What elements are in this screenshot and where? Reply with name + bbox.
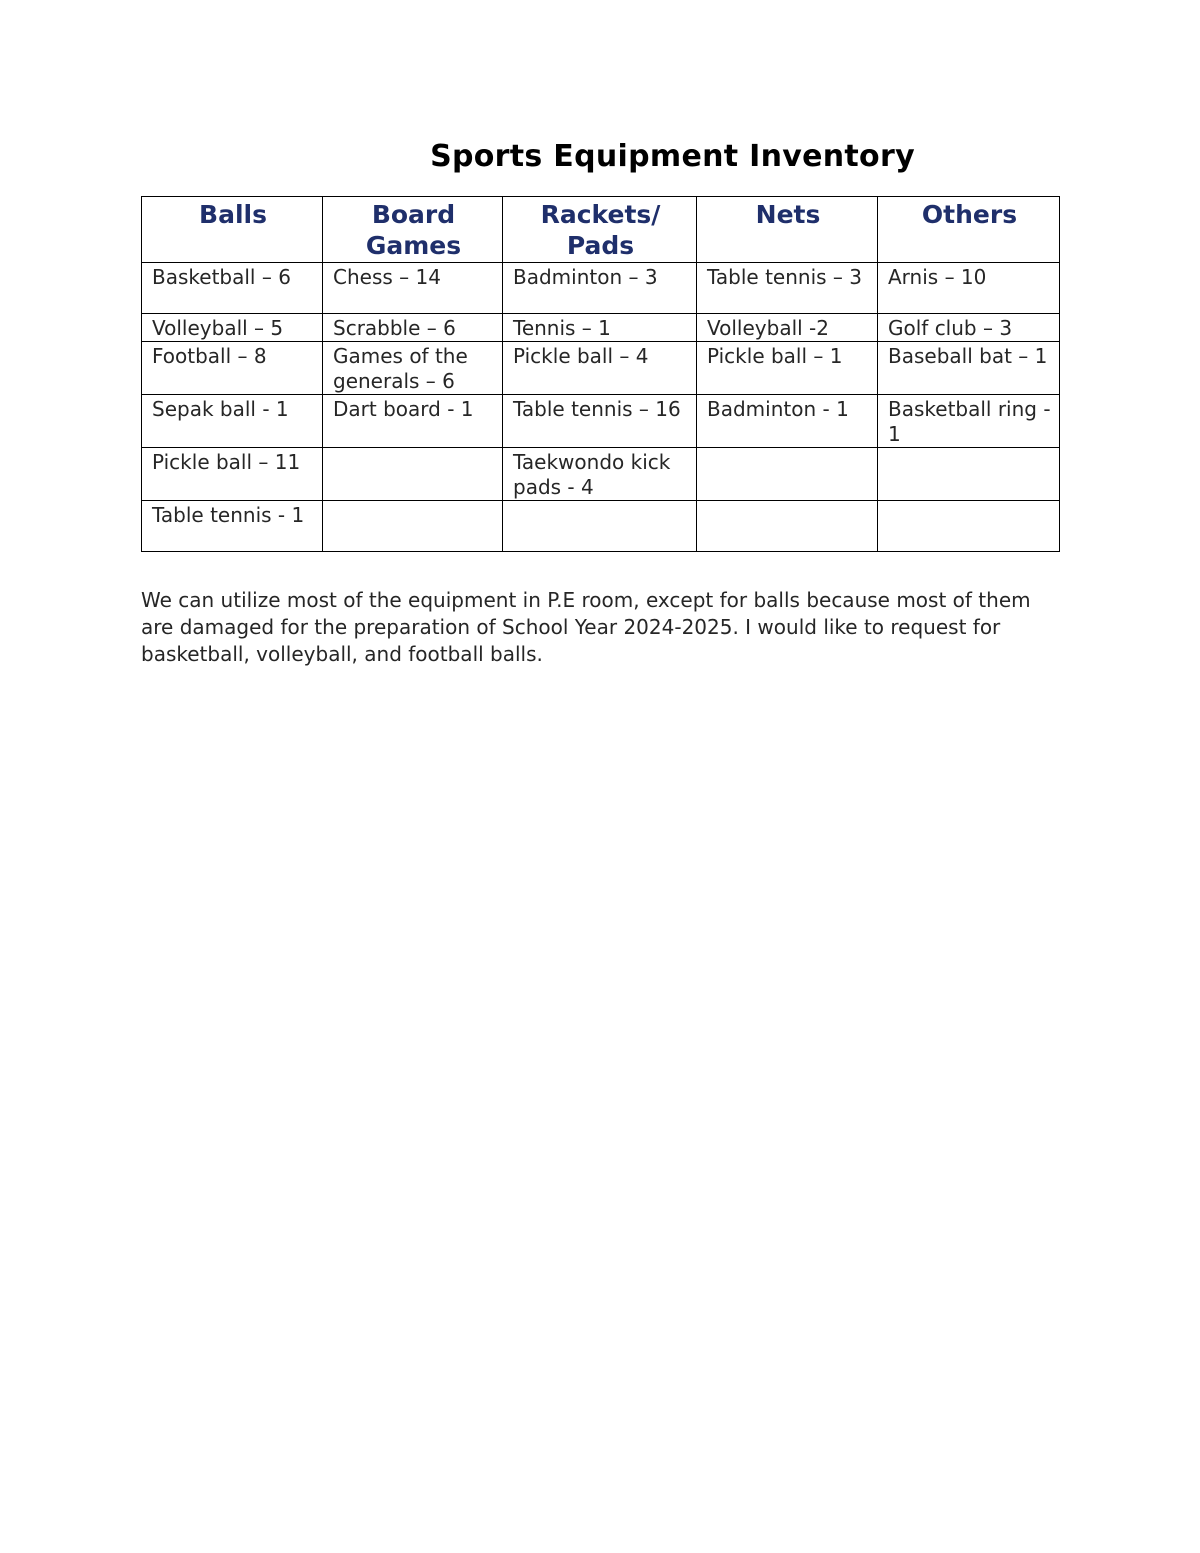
- table-cell: Basketball ring - 1: [878, 395, 1060, 448]
- table-cell: [878, 501, 1060, 552]
- table-cell: [503, 501, 697, 552]
- table-cell: Basketball – 6: [142, 263, 323, 314]
- table-cell: Baseball bat – 1: [878, 342, 1060, 395]
- table-cell: Football – 8: [142, 342, 323, 395]
- table-cell: [323, 501, 503, 552]
- table-cell: Sepak ball - 1: [142, 395, 323, 448]
- table-row: [142, 314, 1060, 342]
- table-cell: Arnis – 10: [878, 263, 1060, 314]
- table-header-row: [142, 197, 1060, 263]
- table-cell: [697, 501, 878, 552]
- header-board-games: Board Games: [323, 197, 503, 263]
- table-cell: Volleyball – 5: [142, 314, 323, 342]
- table-cell: [323, 448, 503, 501]
- table-row: [142, 263, 1060, 314]
- table-cell: Table tennis - 1: [142, 501, 323, 552]
- request-note: We can utilize most of the equipment in P.E room, except for balls because most of them are damaged for the preparation of School Year 2024-2025. I would like to request for basketball, volleyball, and football balls.: [141, 588, 1031, 666]
- table-row: [142, 342, 1060, 395]
- table-cell: [878, 448, 1060, 501]
- header-nets: Nets: [697, 197, 878, 263]
- page-title: Sports Equipment Inventory: [430, 139, 915, 174]
- table-cell: Tennis – 1: [503, 314, 697, 342]
- table-cell: Badminton - 1: [697, 395, 878, 448]
- inventory-table: [141, 196, 1060, 552]
- table-cell: Pickle ball – 1: [697, 342, 878, 395]
- table-cell: Taekwondo kick pads - 4: [503, 448, 697, 501]
- table-row: [142, 501, 1060, 552]
- table-row: [142, 395, 1060, 448]
- header-rackets-pads: Rackets/ Pads: [503, 197, 697, 263]
- table-cell: Table tennis – 16: [503, 395, 697, 448]
- table-cell: Volleyball -2: [697, 314, 878, 342]
- header-balls: Balls: [142, 197, 323, 263]
- table-cell: Table tennis – 3: [697, 263, 878, 314]
- table-cell: [697, 448, 878, 501]
- table-cell: Games of the generals – 6: [323, 342, 503, 395]
- table-row: [142, 448, 1060, 501]
- table-cell: Pickle ball – 11: [142, 448, 323, 501]
- table-cell: Chess – 14: [323, 263, 503, 314]
- table-cell: Pickle ball – 4: [503, 342, 697, 395]
- table-cell: Golf club – 3: [878, 314, 1060, 342]
- header-others: Others: [878, 197, 1060, 263]
- table-cell: Dart board - 1: [323, 395, 503, 448]
- table-cell: Scrabble – 6: [323, 314, 503, 342]
- table-cell: Badminton – 3: [503, 263, 697, 314]
